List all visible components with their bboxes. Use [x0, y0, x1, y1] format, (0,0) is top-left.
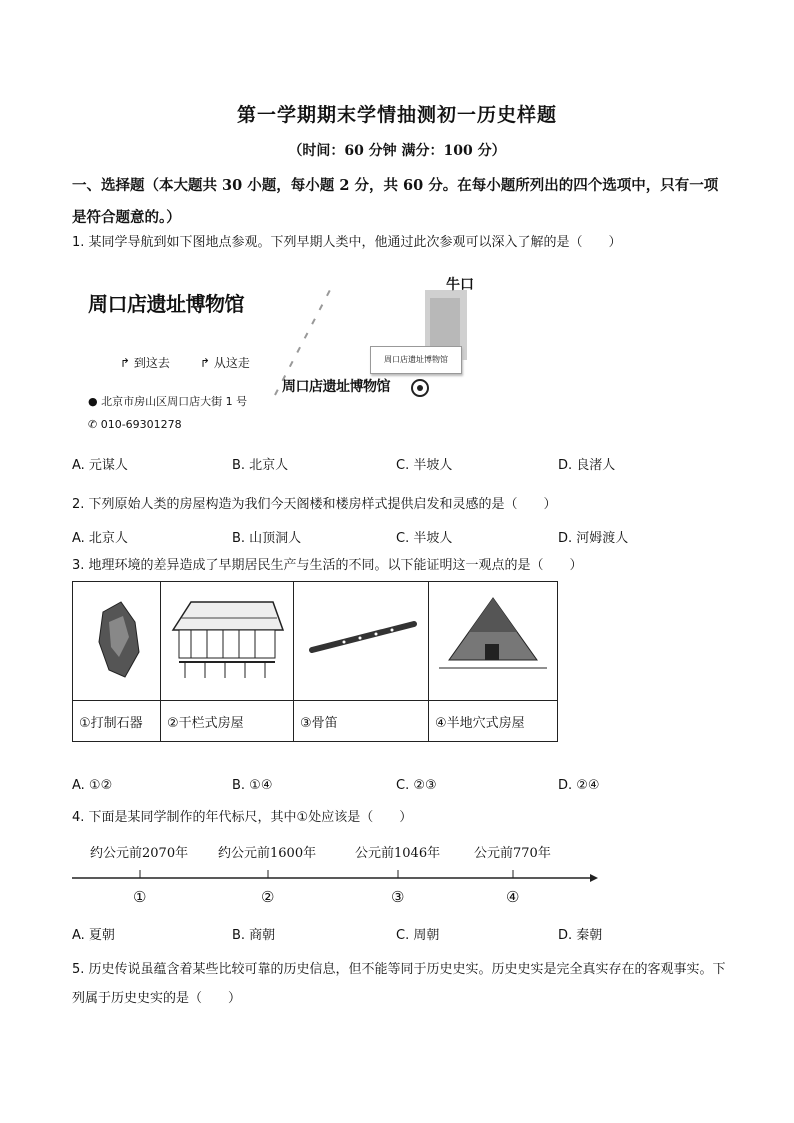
artifact-table [72, 581, 558, 742]
bone-flute-image [294, 582, 428, 696]
q4-option-d: D. 秦朝 [558, 928, 603, 943]
phone-text: 010-69301278 [100, 418, 182, 431]
cell-pit-house-image [429, 582, 558, 701]
location-pin-icon: ● [88, 395, 98, 408]
q2-option-a: A. 北京人 [72, 531, 128, 546]
q4-option-b: B. 商朝 [232, 928, 276, 943]
map-place-label: 周口店遗址博物馆 [282, 379, 390, 395]
map-building-inner [430, 298, 460, 353]
q1-option-c: C. 半坡人 [396, 458, 453, 473]
q2-option-b: B. 山顶洞人 [232, 531, 302, 546]
question-1-stem: 1. 某同学导航到如下图地点参观。下列早期人类中，他通过此次参观可以深入了解的是（ ） [72, 235, 622, 250]
timeline-arrow-icon [590, 874, 598, 882]
timeline-mark-4: ④ [506, 888, 520, 906]
q4-option-a: A. 夏朝 [72, 928, 115, 943]
q1-option-d: D. 良渚人 [558, 458, 616, 473]
map-top-label: 牛口 [446, 277, 474, 293]
nav-to-button[interactable] [120, 354, 170, 371]
q1-option-b: B. 北京人 [232, 458, 289, 473]
timeline-label-1: 约公元前2070年 [90, 846, 189, 861]
nav-from-button[interactable] [200, 354, 250, 371]
caption-stilt-house: ②干栏式房屋 [161, 701, 294, 742]
caption-stone-tool: ①打制石器 [73, 701, 161, 742]
q3-option-d: D. ②④ [558, 778, 600, 793]
question-4-stem: 4. 下面是某同学制作的年代标尺，其中①处应该是（ ） [72, 810, 413, 825]
map-callout-card[interactable]: 周口店遗址博物馆 [370, 346, 462, 374]
pit-house-image [429, 582, 557, 696]
cell-stilt-house-image [161, 582, 294, 701]
timeline-mark-3: ③ [391, 888, 405, 906]
map-place-title: 周口店遗址博物馆 [88, 292, 244, 316]
phone-icon: ✆ [88, 418, 98, 431]
q3-option-a: A. ①② [72, 778, 113, 793]
question-3-stem: 3. 地理环境的差异造成了早期居民生产与生活的不同。以下能证明这一观点的是（ ） [72, 558, 583, 573]
timeline-label-2: 约公元前1600年 [218, 846, 317, 861]
timeline-label-4: 公元前770年 [474, 846, 551, 861]
address-line [88, 393, 247, 409]
cell-stone-tool-image [73, 582, 161, 701]
question-5-stem: 5. 历史传说虽蕴含着某些比较可靠的历史信息，但不能等同于历史史实。历史史实是完全真实存在的客观事实。下列属于历史史实的是（ ） [72, 962, 726, 1006]
q2-option-c: C. 半坡人 [396, 531, 453, 546]
q1-option-a: A. 元谋人 [72, 458, 128, 473]
route-arrow-icon: ↱ [120, 356, 131, 370]
timeline-label-3: 公元前1046年 [355, 846, 441, 861]
q2-option-d: D. 河姆渡人 [558, 531, 629, 546]
q4-option-c: C. 周朝 [396, 928, 440, 943]
turn-arrow-icon: ↱ [200, 356, 211, 370]
caption-bone-flute: ③骨笛 [294, 701, 429, 742]
page-title: 第一学期期末学情抽测初一历史样题 [236, 104, 557, 126]
q3-option-b: B. ①④ [232, 778, 273, 793]
question-2-stem: 2. 下列原始人类的房屋构造为我们今天阁楼和楼房样式提供启发和灵感的是（ ） [72, 497, 557, 512]
section-heading: 一、选择题（本大题共 30 小题，每小题 2 分，共 60 分。在每小题所列出的四个选项中，只有一项是符合题意的。） [72, 177, 719, 226]
nav-to-label: 到这去 [133, 356, 170, 370]
timeline-mark-2: ② [261, 888, 275, 906]
map-marker-dot [417, 385, 423, 391]
nav-from-label: 从这走 [213, 356, 250, 370]
address-text: 北京市房山区周口店大街 1 号 [101, 395, 248, 408]
phone-line [88, 418, 182, 431]
stone-tool-image [73, 582, 160, 696]
timeline-axis [70, 864, 600, 888]
stilt-house-image [161, 582, 293, 696]
timeline-mark-1: ① [133, 888, 147, 906]
caption-pit-house: ④半地穴式房屋 [429, 701, 558, 742]
q3-option-c: C. ②③ [396, 778, 437, 793]
page-subtitle: （时间：60 分钟 满分：100 分） [288, 143, 506, 159]
cell-bone-flute-image [294, 582, 429, 701]
map-screenshot [80, 270, 480, 440]
